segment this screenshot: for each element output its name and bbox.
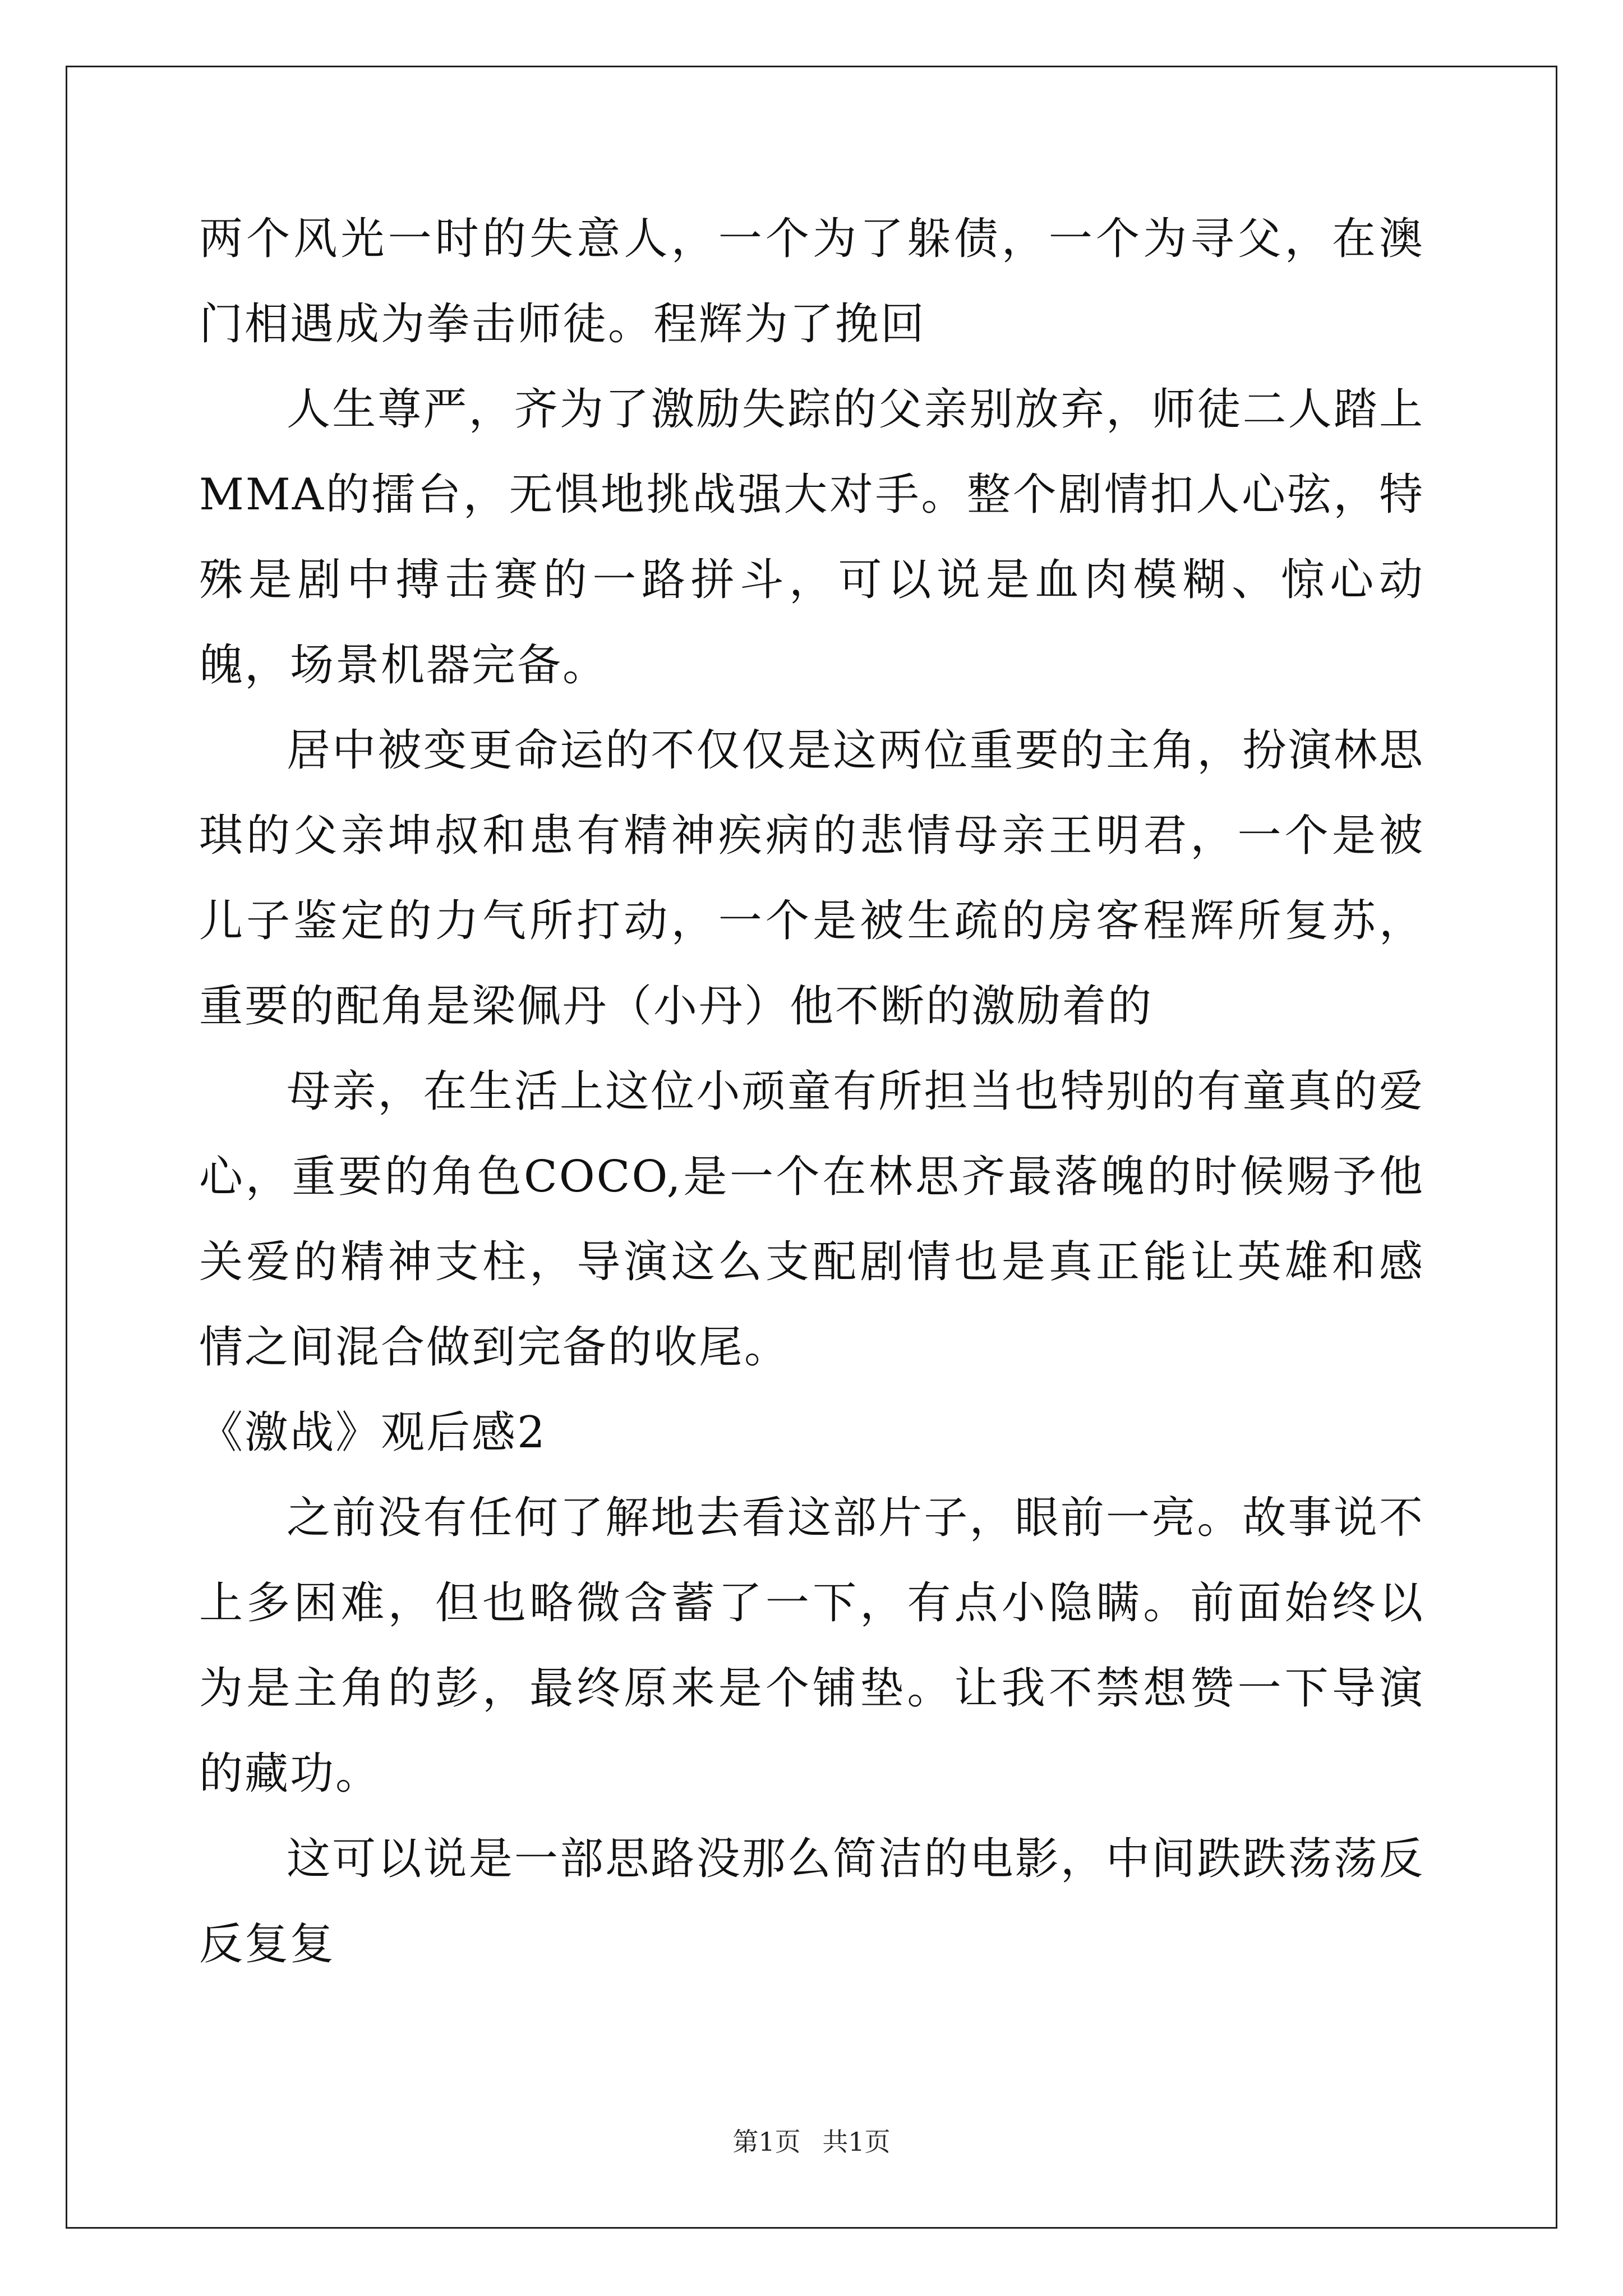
section-heading: 《激战》观后感2 — [199, 1407, 547, 1458]
page-footer — [0, 2125, 1623, 2159]
page-number: 第1页 — [732, 2127, 801, 2157]
paragraph-6: 这可以说是一部思路没那么简洁的电影，中间跌跌荡荡反反复复 — [199, 1834, 1424, 1970]
paragraph-3: 居中被变更命运的不仅仅是这两位重要的主角，扮演林思琪的父亲坤叔和患有精神疾病的悲情母亲王明君，一个是被儿子鉴定的力气所打动，一个是被生疏的房客程辉所复苏，重要的配角是梁佩丹（小丹）他不断的激励着的 — [199, 725, 1424, 1032]
paragraph-1: 两个风光一时的失意人，一个为了躲债，一个为寻父，在澳门相遇成为拳击师徒。程辉为了挽回 — [199, 214, 1424, 349]
paragraph-2: 人生尊严，齐为了激励失踪的父亲别放弃，师徒二人踏上MMA的擂台，无惧地挑战强大对手。整个剧情扣人心弦，特殊是剧中搏击赛的一路拼斗，可以说是血肉模糊、惊心动魄，场景机器完备。 — [199, 384, 1424, 691]
document-body — [199, 196, 1424, 1987]
paragraph-5: 之前没有任何了解地去看这部片子，眼前一亮。故事说不上多困难，但也略微含蓄了一下，有点小隐瞒。前面始终以为是主角的彭，最终原来是个铺垫。让我不禁想赞一下导演的藏功。 — [199, 1493, 1424, 1799]
paragraph-4: 母亲，在生活上这位小顽童有所担当也特别的有童真的爱心，重要的角色COCO,是一个在林思齐最落魄的时候赐予他关爱的精神支柱，导演这么支配剧情也是真正能让英雄和感情之间混合做到完备的收尾。 — [199, 1066, 1424, 1373]
page-total: 共1页 — [822, 2127, 891, 2157]
